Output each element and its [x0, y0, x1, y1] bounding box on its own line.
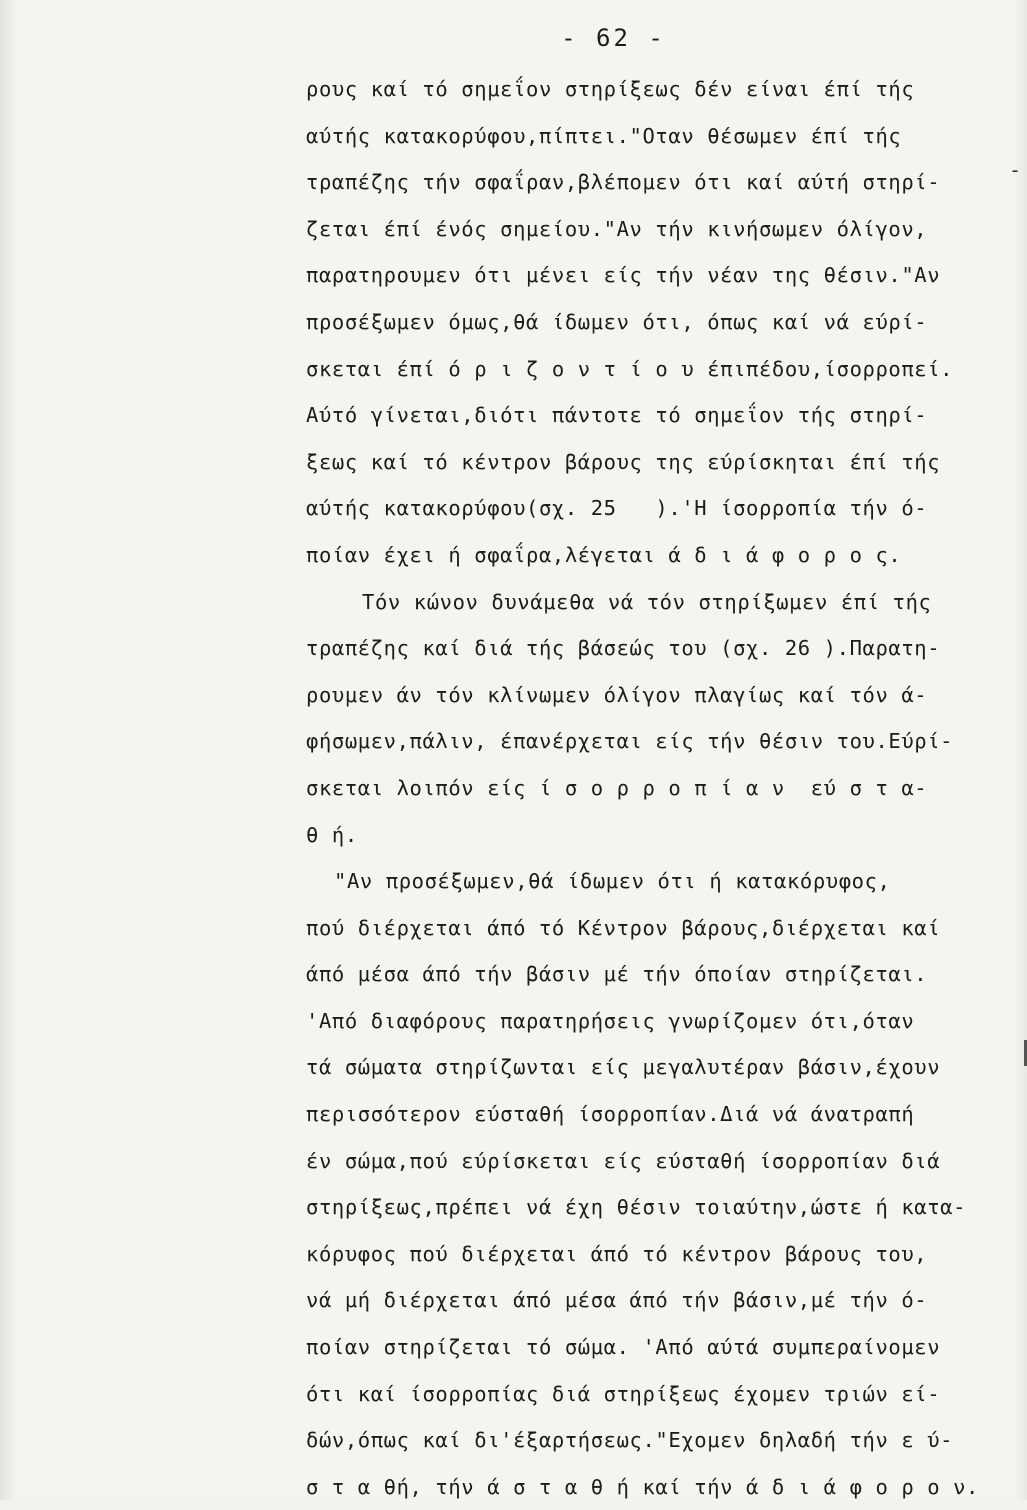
- text-line: τραπέζης καί διά τής βάσεώς του (σχ. 26 ).Παρατη-: [306, 636, 941, 661]
- text-line: κόρυφος πού διέρχεται άπό τό κέντρον βάρους του,: [306, 1241, 928, 1266]
- text-line: τραπέζης τήν σφαΐραν,βλέπομεν ότι καί αύτή στηρί-: [306, 170, 941, 195]
- text-line: προσέξωμεν όμως,θά ίδωμεν ότι, όπως καί νά εύρί-: [306, 309, 928, 334]
- text-line: ποίαν έχει ή σφαΐρα,λέγεται ά δ ι ά φ ο ρ ο ς.: [306, 542, 902, 567]
- text-line: αύτής κατακορύφου(σχ. 25 ).'Η ίσορροπία τήν ό-: [306, 496, 928, 521]
- text-line: σκεται λοιπόν είς ί σ ο ρ ρ ο π ί α ν εύ σ τ α-: [306, 775, 928, 800]
- text-line: στηρίξεως,πρέπει νά έχη θέσιν τοιαύτην,ώστε ή κατα-: [306, 1195, 967, 1220]
- text-line: περισσότερον εύσταθή ίσορροπίαν.Διά νά άνατραπή: [306, 1102, 915, 1127]
- text-line: άπό μέσα άπό τήν βάσιν μέ τήν όποίαν στηρίζεται.: [306, 962, 928, 987]
- margin-dash-mark: -: [1008, 158, 1021, 182]
- text-line: δών,όπως καί δι'έξαρτήσεως."Εχομεν δηλαδή τήν ε ύ-: [306, 1428, 954, 1453]
- text-line: 'Από διαφόρους παρατηρήσεις γνωρίζομεν ότι,όταν: [306, 1008, 915, 1033]
- text-line: έν σώμα,πού εύρίσκεται είς εύσταθή ίσορροπίαν διά: [306, 1148, 941, 1173]
- text-line: αύτής κατακορύφου,πίπτει."Οταν θέσωμεν έπί τής: [306, 123, 902, 148]
- text-line: σ τ α θή, τήν ά σ τ α θ ή καί τήν ά δ ι ά φ ο ρ ο ν.: [306, 1474, 979, 1499]
- text-line: παρατηρουμεν ότι μένει είς τήν νέαν της θέσιν."Αν: [306, 263, 941, 288]
- text-line: θ ή.: [306, 822, 358, 847]
- text-line: ρουμεν άν τόν κλίνωμεν όλίγον πλαγίως καί τόν ά-: [306, 682, 928, 707]
- text-line: ξεως καί τό κέντρον βάρους της εύρίσκηται έπί τής: [306, 449, 941, 474]
- text-line: νά μή διέρχεται άπό μέσα άπό τήν βάσιν,μέ τήν ό-: [306, 1288, 928, 1313]
- text-line: Αύτό γίνεται,διότι πάντοτε τό σημεΐον τής στηρί-: [306, 403, 928, 428]
- page-number: - 62 -: [561, 24, 666, 52]
- text-line: σκεται έπί ό ρ ι ζ ο ν τ ί ο υ έπιπέδου,ίσορροπεί.: [306, 356, 954, 381]
- text-line: ρους καί τό σημεΐον στηρίξεως δέν είναι έπί τής: [306, 77, 915, 101]
- text-line: πού διέρχεται άπό τό Κέντρον βάρους,διέρχεται καί: [306, 915, 941, 940]
- text-line: ότι καί ίσορροπίας διά στηρίξεως έχομεν τριών εί-: [306, 1381, 941, 1406]
- text-line: "Αν προσέξωμεν,θά ίδωμεν ότι ή κατακόρυφος,: [334, 869, 891, 894]
- text-line: ζεται έπί ένός σημείου."Αν τήν κινήσωμεν όλίγον,: [306, 216, 928, 241]
- text-line: ποίαν στηρίζεται τό σώμα. 'Από αύτά συμπεραίνομεν: [306, 1335, 941, 1360]
- body-text: [306, 66, 986, 1510]
- text-line: φήσωμεν,πάλιν, έπανέρχεται είς τήν θέσιν του.Εύρί-: [306, 729, 954, 754]
- text-line: τά σώματα στηρίζωνται είς μεγαλυτέραν βάσιν,έχουν: [306, 1055, 941, 1080]
- text-line: Τόν κώνον δυνάμεθα νά τόν στηρίξωμεν έπί τής: [362, 589, 932, 614]
